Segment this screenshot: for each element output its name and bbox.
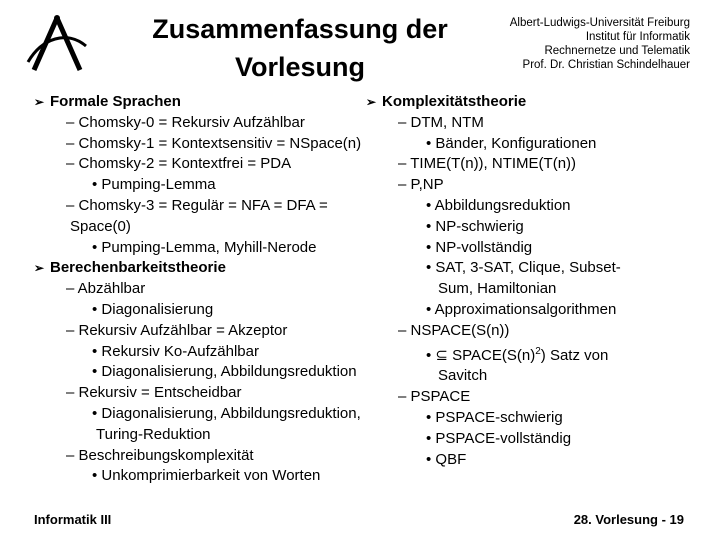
right-column — [366, 92, 666, 470]
list-item: • Unkomprimierbarkeit von Worten — [92, 467, 321, 485]
list-item: – P,NP — [398, 176, 444, 194]
list-item: • ⊆ $SPACE(S(n)^2)$ Satz von — [426, 345, 609, 364]
list-item: – Abzählbar — [66, 280, 146, 298]
list-item: • PSPACE-schwierig — [426, 408, 563, 426]
list-item: – Chomsky-0 = Rekursiv Aufzählbar — [66, 113, 305, 131]
slide-title — [140, 10, 460, 86]
complexity-heading: ➢ Komplexitätstheorie — [366, 92, 666, 113]
title-line-2: Vorlesung — [234, 52, 366, 82]
left-column — [34, 92, 384, 487]
list-item: – NSPACE(S(n)) — [398, 321, 510, 339]
institution-line: Rechnernetze und Telematik — [544, 45, 690, 57]
list-item: – Chomsky-3 = Regulär = NFA = DFA = — [66, 196, 328, 214]
list-item: Space(0) — [70, 217, 131, 235]
institution-block — [430, 16, 690, 72]
list-item: • Pumping-Lemma, Myhill-Nerode — [92, 238, 317, 256]
list-item: • Diagonalisierung, Abbildungsreduktion — [92, 363, 357, 381]
list-item: – Rekursiv = Entscheidbar — [66, 384, 242, 402]
list-item: • Abbildungsreduktion — [426, 196, 571, 214]
list-item: • Diagonalisierung, Abbildungsreduktion, — [92, 404, 361, 422]
institution-line: Institut für Informatik — [585, 31, 690, 43]
footer-course: Informatik III — [34, 512, 112, 527]
formal-languages-heading: ➢ Formale Sprachen — [34, 92, 384, 113]
footer-page-number: 28. Vorlesung - 19 — [573, 512, 684, 527]
list-item: – TIME(T(n)), NTIME(T(n)) — [398, 155, 577, 173]
list-item: Savitch — [438, 367, 488, 385]
arrow-bullet-icon: ➢ — [34, 95, 45, 109]
list-item: – Beschreibungskomplexität — [66, 446, 254, 464]
list-item: • PSPACE-vollständig — [426, 429, 572, 447]
list-item: • QBF — [426, 450, 467, 468]
institution-line: Albert-Ludwigs-Universität Freiburg — [509, 17, 690, 29]
arrow-bullet-icon: ➢ — [34, 261, 45, 276]
list-item: – Rekursiv Aufzählbar = Akzeptor — [66, 321, 288, 339]
arrow-bullet-icon: ➢ — [366, 95, 377, 109]
list-item: • Pumping-Lemma — [92, 176, 216, 194]
title-line-1: Zusammenfassung der — [152, 14, 448, 44]
list-item: • Diagonalisierung — [92, 300, 214, 318]
list-item: • SAT, 3-SAT, Clique, Subset- — [426, 259, 621, 277]
list-item: – Chomsky-1 = Kontextsensitiv = NSpace(n) — [66, 134, 362, 152]
computability-heading: ➢ Berechenbarkeitstheorie — [34, 258, 384, 279]
list-item: – DTM, NTM — [398, 113, 484, 131]
list-item: • NP-vollständig — [426, 238, 533, 256]
list-item: • NP-schwierig — [426, 217, 524, 235]
list-item: • Bänder, Konfigurationen — [426, 134, 597, 152]
list-item: Sum, Hamiltonian — [438, 280, 557, 298]
list-item: • Approximationsalgorithmen — [426, 300, 617, 318]
institution-line: Prof. Dr. Christian Schindelhauer — [522, 59, 690, 71]
list-item: • Rekursiv Ko-Aufzählbar — [92, 342, 259, 360]
university-logo — [22, 8, 92, 78]
list-item: – Chomsky-2 = Kontextfrei = PDA — [66, 155, 292, 173]
list-item: Turing-Reduktion — [96, 425, 211, 443]
list-item: – PSPACE — [398, 388, 471, 406]
